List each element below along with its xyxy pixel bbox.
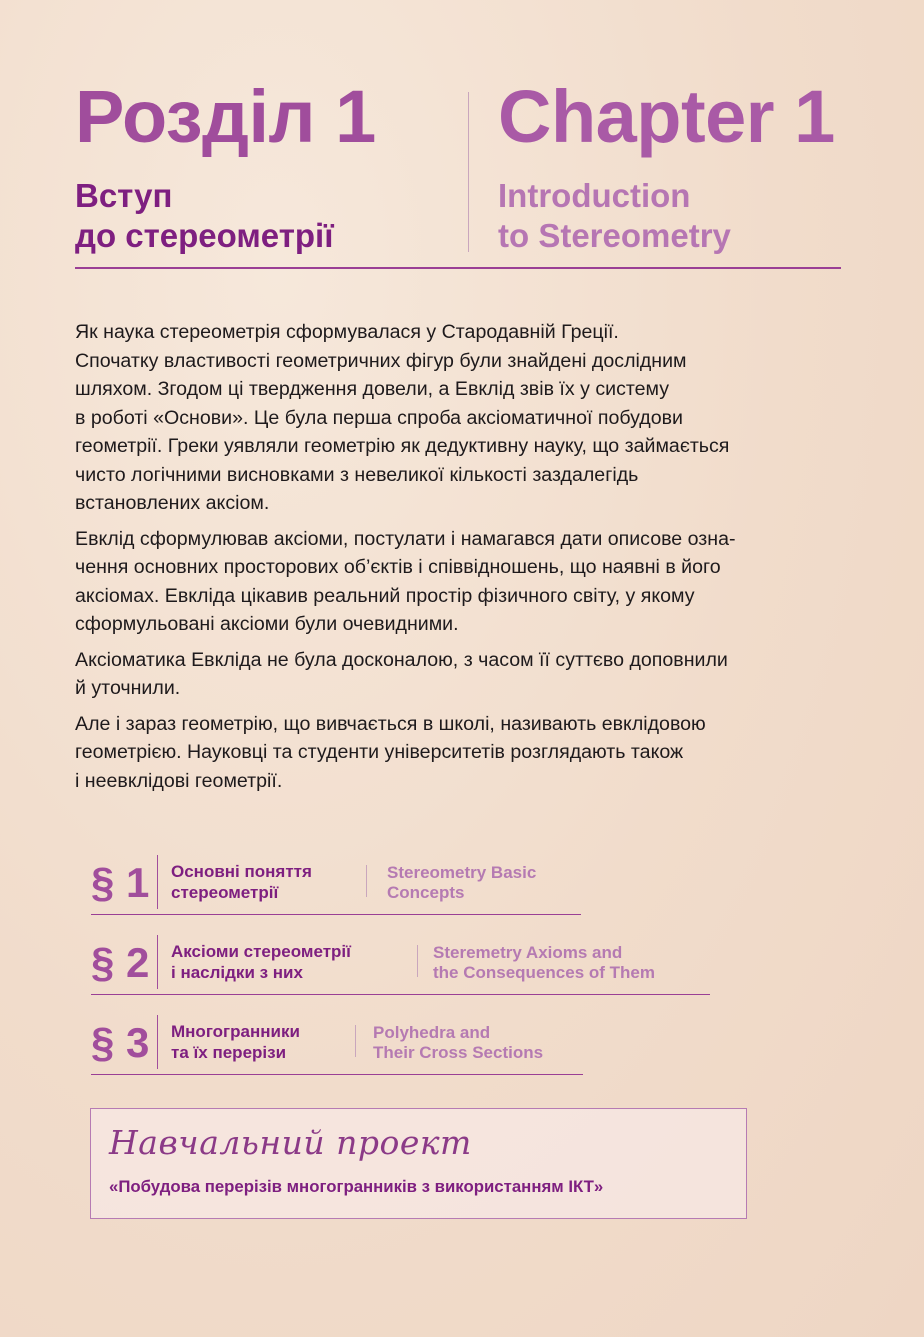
- section-title-uk-line1: Многогранники: [171, 1022, 300, 1041]
- section-title-en-line1: Stereometry Basic: [387, 863, 537, 882]
- section-title-en-line1: Polyhedra and: [373, 1023, 491, 1042]
- section-title-separator: [366, 865, 367, 897]
- project-title: Навчальний проект: [109, 1123, 472, 1162]
- chapter-subtitle-en-line2: to Stereometry: [498, 217, 731, 254]
- text-line: встановлених аксіом.: [75, 492, 270, 514]
- section-title-uk-line1: Основні поняття: [171, 862, 312, 881]
- learning-project-box: [90, 1108, 747, 1219]
- text-line: Аксіоматика Евкліда не була досконалою, з часом її суттєво доповнили: [75, 648, 728, 671]
- section-title-en: [373, 1023, 543, 1063]
- chapter-title-uk: Розділ 1: [75, 75, 376, 158]
- text-line: Як наука стереометрія сформувалася у Стародавній Греції.: [75, 321, 619, 343]
- section-divider: [157, 855, 158, 909]
- text-line: й уточнили.: [75, 677, 181, 699]
- text-line: і неевклідові геометрії.: [75, 769, 283, 792]
- section-title-en-line1: Steremetry Axioms and: [433, 943, 623, 962]
- project-subtitle: «Побудова перерізів многогранників з використанням ІКТ»: [109, 1177, 604, 1196]
- text-line: аксіомах. Евкліда цікавив реальний простір фізичного світу, у якому: [75, 584, 695, 607]
- header-english: [498, 75, 835, 256]
- paragraph: [75, 525, 845, 639]
- section-underline: [91, 914, 581, 915]
- section-title-uk: [171, 1021, 300, 1063]
- text-line: чення основних просторових об’єктів і співвідношень, що наявні в його: [75, 556, 721, 578]
- text-line: чисто логічними висновками з невеликої кількості заздалегідь: [75, 463, 639, 486]
- section-title-uk-line1: Аксіоми стереометрії: [171, 942, 351, 961]
- text-line: Але і зараз геометрію, що вивчається в школі, називають евклідовою: [75, 712, 706, 735]
- paragraph: [75, 646, 845, 703]
- section-title-separator: [417, 945, 418, 977]
- section-title-en-line2: Concepts: [387, 883, 465, 902]
- section-title-separator: [355, 1025, 356, 1057]
- chapter-subtitle-uk-line1: Вступ: [75, 177, 173, 214]
- text-line: шляхом. Згодом ці твердження довели, а Евклід звів їх у систему: [75, 378, 670, 400]
- text-line: сформульовані аксіоми були очевидними.: [75, 613, 459, 635]
- section-title-uk: [171, 861, 312, 903]
- chapter-subtitle-uk-line2: до стереометрії: [75, 217, 334, 254]
- chapter-header: [75, 75, 841, 268]
- section-number: § 2: [91, 939, 150, 986]
- section-number: § 3: [91, 1019, 150, 1066]
- header-ukrainian: [75, 75, 376, 256]
- header-divider: [468, 92, 469, 252]
- section-title-en-line2: Their Cross Sections: [373, 1043, 544, 1062]
- section-divider: [157, 1015, 158, 1069]
- section-title-uk: [171, 941, 351, 983]
- text-line: Спочатку властивості геометричних фігур були знайдені дослідним: [75, 349, 687, 372]
- section-title-uk-line2: та їх перерізи: [171, 1043, 287, 1062]
- section-underline: [91, 994, 710, 995]
- text-line: геометрії. Греки уявляли геометрію як дедуктивну науку, що займається: [75, 435, 730, 457]
- section-number: § 1: [91, 859, 150, 906]
- intro-text: [75, 318, 845, 802]
- section-title-uk-line2: стереометрії: [171, 883, 279, 902]
- section-divider: [157, 935, 158, 989]
- paragraph: [75, 318, 845, 518]
- section-title-en-line2: the Consequences of Them: [433, 963, 655, 982]
- text-line: Евклід сформулював аксіоми, постулати і намагався дати описове озна-: [75, 527, 736, 550]
- section-title-en: [387, 863, 536, 903]
- section-title-en: [433, 943, 655, 983]
- header-rule: [75, 267, 841, 269]
- chapter-subtitle-en: [498, 176, 835, 256]
- paragraph: [75, 710, 845, 796]
- section-title-uk-line2: і наслідки з них: [171, 963, 303, 982]
- text-line: в роботі «Основи». Це була перша спроба аксіоматичної побудови: [75, 406, 683, 429]
- section-underline: [91, 1074, 583, 1075]
- chapter-title-en: Chapter 1: [498, 75, 835, 158]
- text-line: геометрією. Науковці та студенти університетів розглядають також: [75, 741, 684, 763]
- chapter-subtitle-en-line1: Introduction: [498, 177, 691, 214]
- chapter-subtitle-uk: [75, 176, 376, 256]
